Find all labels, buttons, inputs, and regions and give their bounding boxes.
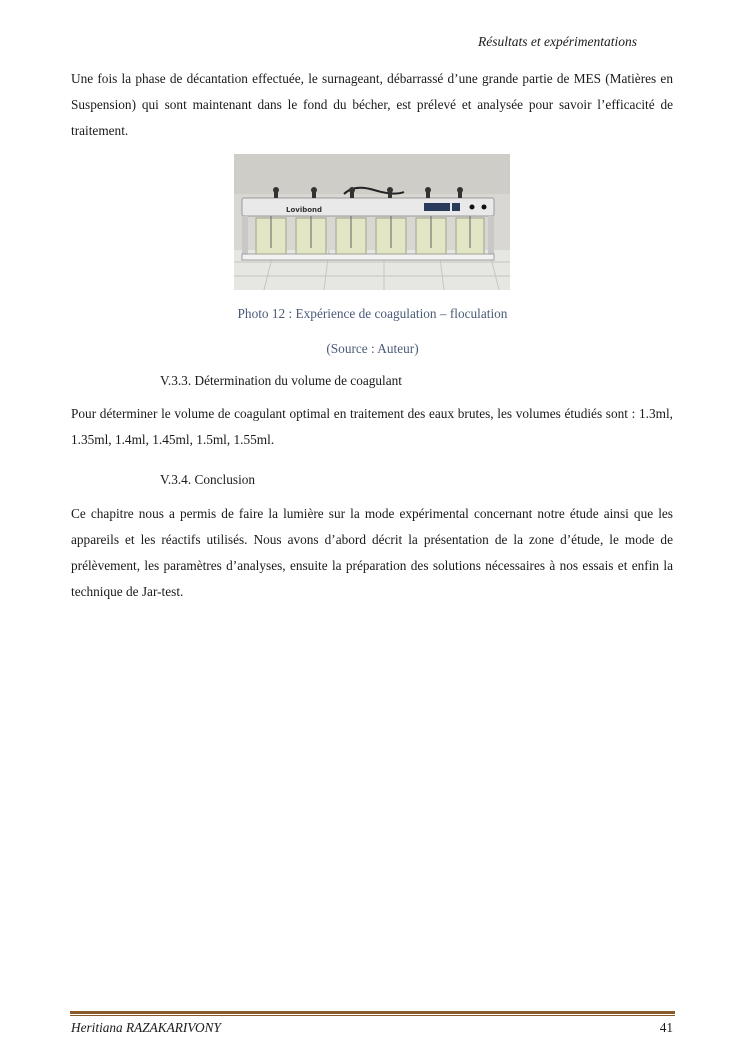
- photo-caption: Photo 12 : Expérience de coagulation – floculation: [237, 306, 508, 321]
- footer-author: Heritiana RAZAKARIVONY: [71, 1020, 221, 1035]
- footer-divider-thin: [70, 1015, 675, 1016]
- page-number: 41: [659, 1020, 673, 1035]
- footer-divider: [70, 1011, 675, 1014]
- paragraph-conclusion: Ce chapitre nous a permis de faire la lumière sur la mode expérimental concernant notre étude ainsi que les appareils et les réactifs utilisés. Nous avons d’abord décrit la présentation de la zone d’étude, le mode de prélèvement, les paramètres d’analyses, ensuite la préparation des solutions nécessaires à nos essais et enfin la technique de Jar-test.: [71, 506, 673, 599]
- running-header: Résultats et expérimentations: [478, 34, 637, 49]
- paragraph-volumes: Pour déterminer le volume de coagulant optimal en traitement des eaux brutes, les volumes étudiés sont : 1.3ml, 1.35ml, 1.4ml, 1.45ml, 1.5ml, 1.55ml.: [71, 406, 673, 447]
- photo-source: (Source : Auteur): [326, 341, 419, 356]
- jar-test-photo: [234, 154, 510, 290]
- section-heading-volume: V.3.3. Détermination du volume de coagulant: [160, 373, 402, 388]
- paragraph-decantation: Une fois la phase de décantation effectuée, le surnageant, débarrassé d’une grande partie de MES (Matières en Suspension) qui sont maintenant dans le fond du bécher, est prélevé et analysée pour savoir l’efficacité de traitement.: [71, 71, 673, 138]
- section-heading-conclusion: V.3.4. Conclusion: [160, 472, 256, 487]
- brand-label: Lovibond: [286, 206, 323, 214]
